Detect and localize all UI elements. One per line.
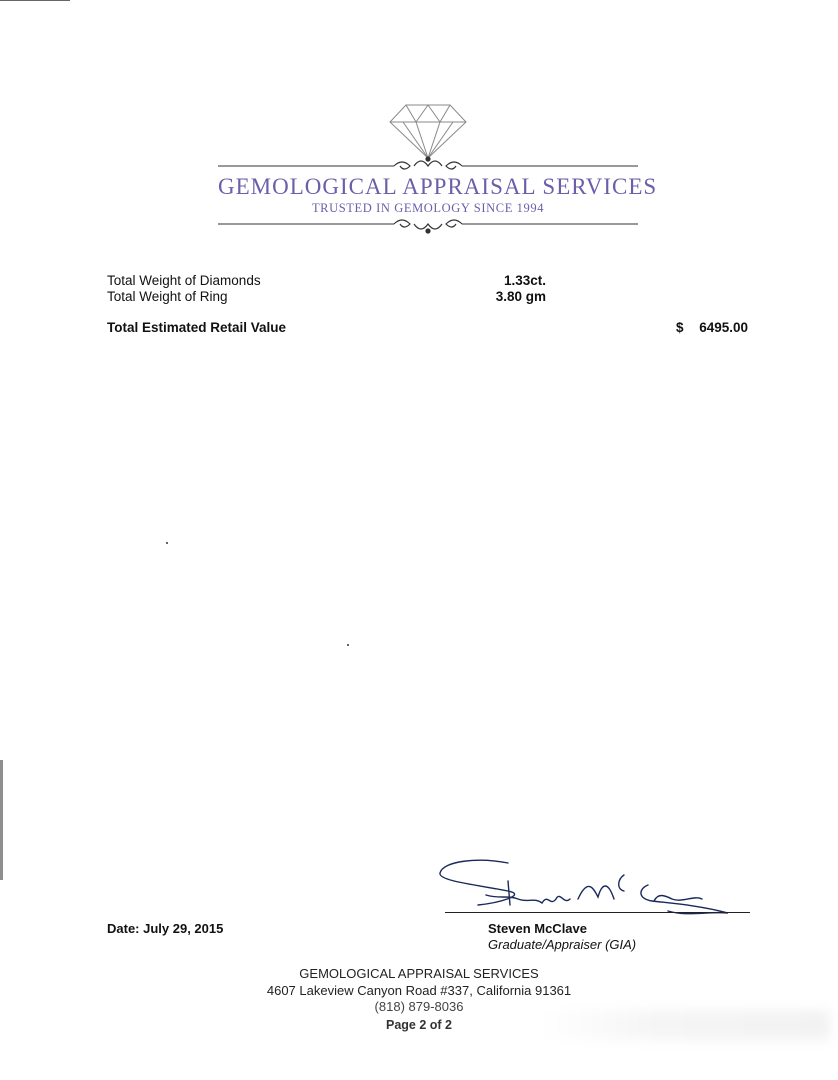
total-value-amount: 6495.00	[699, 320, 748, 335]
detail-value-ring-weight: 3.80 gm	[495, 289, 546, 304]
scan-speck	[166, 542, 168, 544]
detail-label-ring-weight: Total Weight of Ring	[107, 289, 228, 304]
appraiser-title: Graduate/Appraiser (GIA)	[488, 937, 637, 952]
detail-label-diamond-weight: Total Weight of Diamonds	[107, 273, 261, 288]
footer-phone: (818) 879-8036	[374, 999, 464, 1014]
scan-speck	[347, 644, 349, 646]
company-logo	[218, 100, 658, 235]
appraiser-name: Steven McClave	[488, 921, 587, 936]
scan-edge-shadow	[0, 760, 3, 880]
footer-company: GEMOLOGICAL APPRAISAL SERVICES	[299, 966, 539, 981]
appraisal-date: Date: July 29, 2015	[107, 921, 224, 936]
logo-tagline: TRUSTED IN GEMOLOGY SINCE 1994	[311, 201, 545, 215]
footer-page-number: Page 2 of 2	[386, 1018, 452, 1032]
total-value-label: Total Estimated Retail Value	[107, 320, 287, 335]
signature-drawing	[438, 855, 758, 925]
footer-address: 4607 Lakeview Canyon Road #337, California 91361	[266, 983, 572, 998]
scan-edge-line	[0, 0, 70, 1]
total-currency-symbol: $	[676, 320, 684, 335]
signature-line	[445, 912, 750, 913]
detail-value-diamond-weight: 1.33ct.	[503, 273, 546, 288]
logo-company-name: GEMOLOGICAL APPRAISAL SERVICES	[218, 174, 658, 199]
scan-smudge	[540, 1010, 830, 1040]
